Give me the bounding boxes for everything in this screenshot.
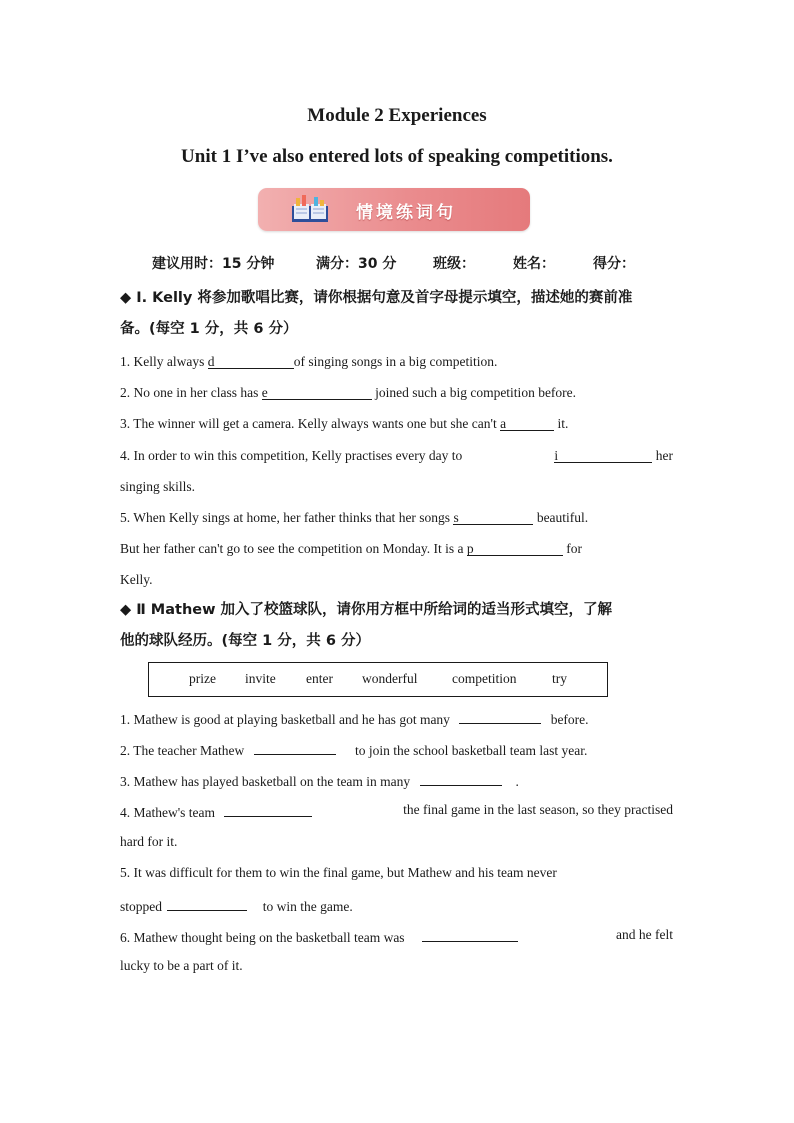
answer-blank[interactable] (167, 896, 247, 911)
question-2-2: 2. The teacher Mathew to join the school basketball team last year. (120, 740, 673, 759)
score-label: 满分：30 分 (316, 256, 397, 272)
word-option: competition (452, 671, 517, 686)
time-label: 建议用时：15 分钟 (152, 256, 275, 272)
question-2-6: 6. Mathew thought being on the basketball team was and he felt (120, 927, 673, 945)
class-label: 班级： (433, 256, 475, 272)
word-option: try (552, 671, 567, 686)
answer-blank[interactable]: e (262, 385, 372, 400)
question-1-5-cont: But her father can't go to see the competition on Monday. It is a p for (120, 541, 582, 556)
question-1-5: 5. When Kelly sings at home, her father thinks that her songs s beautiful. (120, 510, 589, 525)
word-option: prize (189, 671, 216, 686)
answer-blank[interactable] (224, 802, 312, 817)
section2-heading: ◆ Ⅱ Mathew 加入了校篮球队，请你用方框中所给词的适当形式填空，了解 他的球队经历。(每空 1 分，共 6 分） (120, 602, 613, 649)
answer-blank[interactable]: a (500, 416, 554, 431)
question-1-5-end: Kelly. (120, 572, 153, 587)
word-box (148, 662, 608, 697)
question-2-5-cont: stopped to win the game. (120, 896, 673, 915)
banner-label: 情境练词句 (356, 203, 456, 223)
question-1-4: 4. In order to win this competition, Kelly practises every day to i her (120, 448, 673, 463)
question-1-4-cont: singing skills. (120, 479, 196, 494)
answer-blank[interactable] (254, 740, 336, 755)
grade-label: 得分： (593, 256, 635, 272)
answer-blank[interactable]: i (554, 448, 652, 463)
section-banner (258, 188, 530, 231)
answer-blank[interactable] (422, 927, 518, 942)
answer-blank[interactable] (420, 771, 502, 786)
question-1-2: 2. No one in her class has e joined such a big competition before. (120, 385, 577, 400)
section1-heading: ◆ I. Kelly 将参加歌唱比赛，请你根据句意及首字母提示填空，描述她的赛前准 备。(每空 1 分，共 6 分） (120, 290, 633, 337)
module-title: Module 2 Experiences (307, 105, 487, 126)
unit-title: Unit 1 I’ve also entered lots of speaking competitions. (181, 146, 613, 167)
question-2-4: 4. Mathew's team the final game in the last season, so they practised (120, 802, 673, 820)
answer-blank[interactable]: d (208, 354, 294, 369)
question-1-3: 3. The winner will get a camera. Kelly always wants one but she can't a it. (120, 416, 569, 431)
answer-blank[interactable]: s (453, 510, 533, 525)
question-2-4-cont: hard for it. (120, 834, 178, 849)
word-option: enter (306, 671, 333, 686)
answer-blank[interactable]: p (467, 541, 563, 556)
word-option: invite (245, 671, 276, 686)
book-icon (290, 194, 330, 224)
question-1-1: 1. Kelly always d of singing songs in a big competition. (120, 354, 498, 369)
word-option: wonderful (362, 671, 418, 686)
answer-blank[interactable] (459, 709, 541, 724)
question-2-1: 1. Mathew is good at playing basketball and he has got many before. (120, 709, 673, 728)
question-2-5: 5. It was difficult for them to win the final game, but Mathew and his team never (120, 865, 557, 880)
question-2-3: 3. Mathew has played basketball on the team in many . (120, 771, 673, 790)
question-2-6-cont: lucky to be a part of it. (120, 958, 243, 973)
name-label: 姓名： (513, 256, 555, 272)
